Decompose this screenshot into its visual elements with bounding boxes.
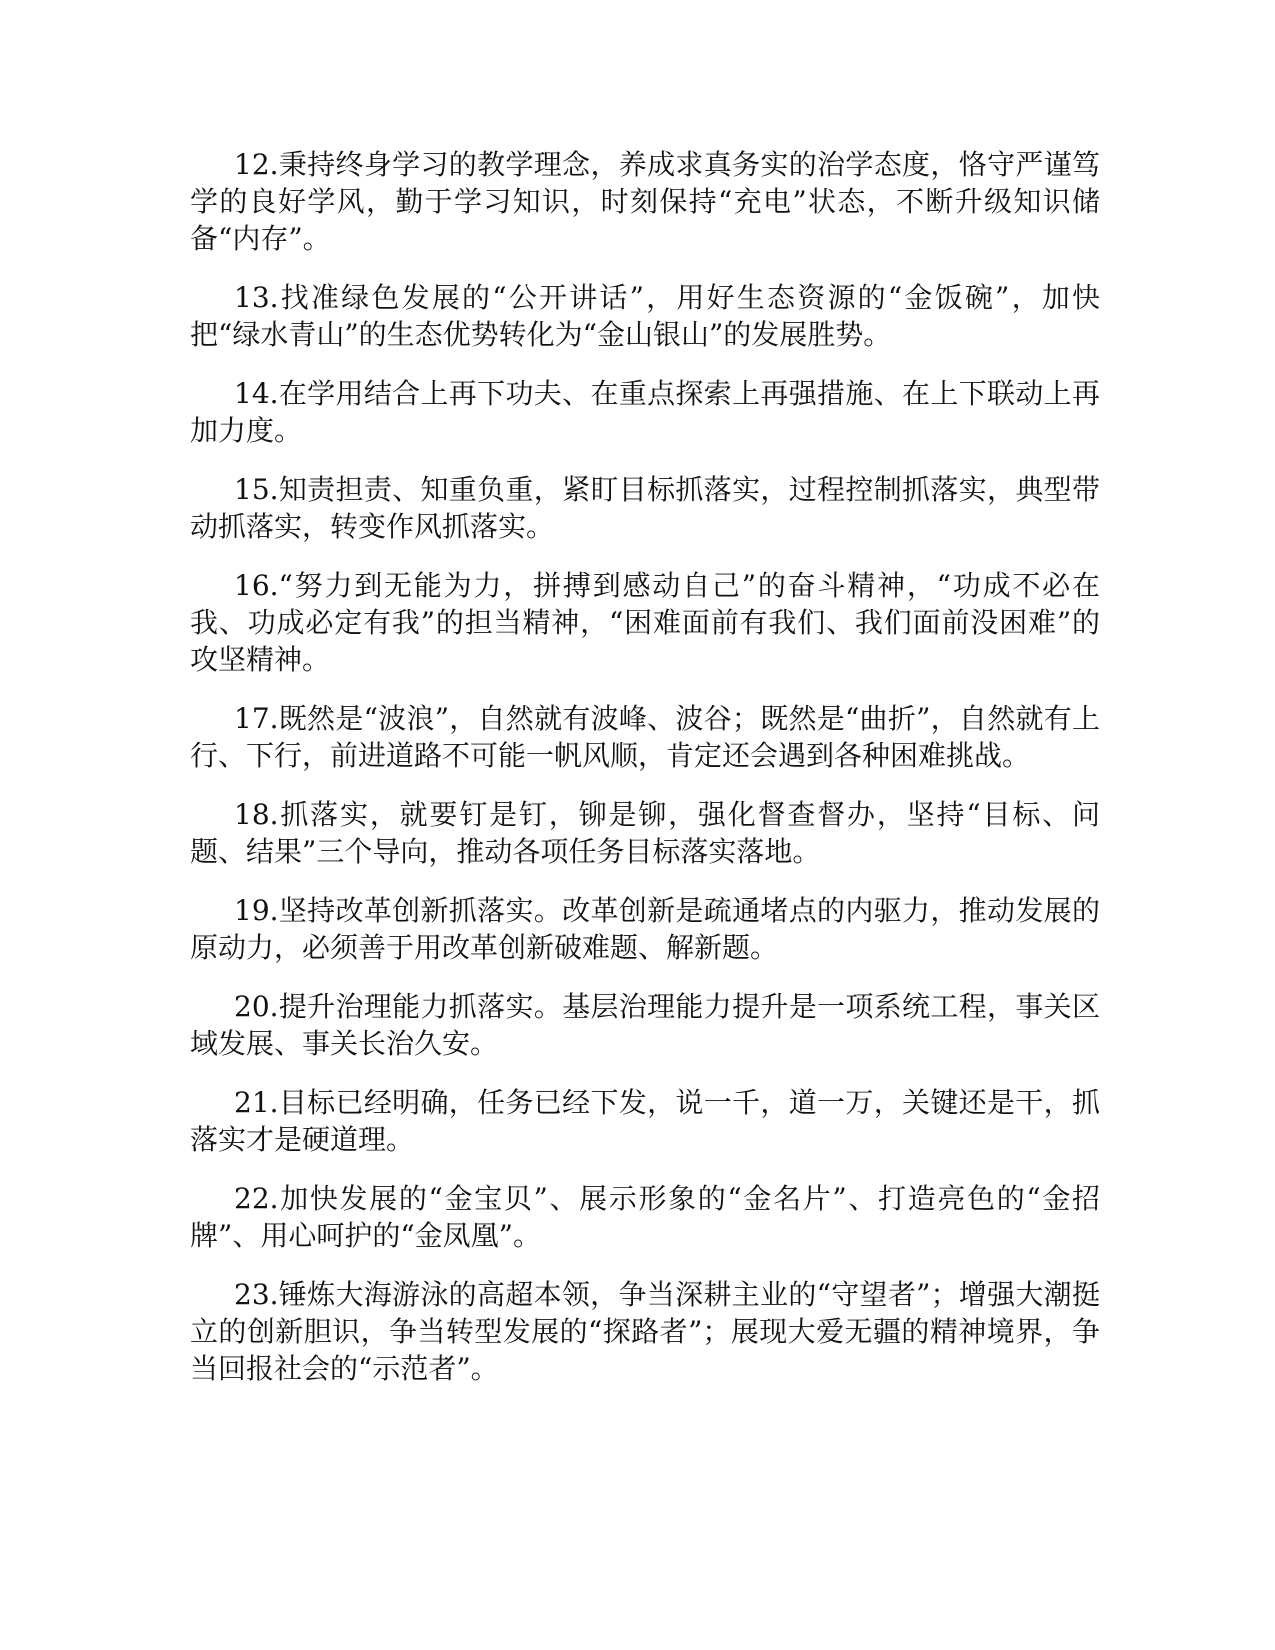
paragraph-22: 22.加快发展的“金宝贝”、展示形象的“金名片”、打造亮色的“金招牌”、用心呵护的“金凤凰”。 (190, 1182, 1100, 1252)
paragraph-15: 15.知责担责、知重负重，紧盯目标抓落实，过程控制抓落实，典型带动抓落实，转变作风抓落实。 (190, 473, 1100, 543)
paragraph-18: 18.抓落实，就要钉是钉，铆是铆，强化督查督办，坚持“目标、问题、结果”三个导向，推动各项任务目标落实落地。 (190, 798, 1100, 868)
paragraph-23: 23.锤炼大海游泳的高超本领，争当深耕主业的“守望者”；增强大潮挺立的创新胆识，争当转型发展的“探路者”；展现大爱无疆的精神境界，争当回报社会的“示范者”。 (190, 1278, 1100, 1385)
paragraph-13: 13.找准绿色发展的“公开讲话”，用好生态资源的“金饭碗”，加快把“绿水青山”的生态优势转化为“金山银山”的发展胜势。 (190, 281, 1100, 351)
paragraph-17: 17.既然是“波浪”，自然就有波峰、波谷；既然是“曲折”，自然就有上行、下行，前进道路不可能一帆风顺，肯定还会遇到各种困难挑战。 (190, 702, 1100, 772)
paragraph-21: 21.目标已经明确，任务已经下发，说一千，道一万，关键还是干，抓落实才是硬道理。 (190, 1086, 1100, 1156)
paragraph-16: 16.“努力到无能为力，拼搏到感动自己”的奋斗精神，“功成不必在我、功成必定有我”的担当精神，“困难面前有我们、我们面前没困难”的攻坚精神。 (190, 569, 1100, 676)
paragraph-12: 12.秉持终身学习的教学理念，养成求真务实的治学态度，恪守严谨笃学的良好学风，勤于学习知识，时刻保持“充电”状态，不断升级知识储备“内存”。 (190, 148, 1100, 255)
paragraph-14: 14.在学用结合上再下功夫、在重点探索上再强措施、在上下联动上再加力度。 (190, 377, 1100, 447)
paragraph-19: 19.坚持改革创新抓落实。改革创新是疏通堵点的内驱力，推动发展的原动力，必须善于用改革创新破难题、解新题。 (190, 894, 1100, 964)
paragraph-20: 20.提升治理能力抓落实。基层治理能力提升是一项系统工程，事关区域发展、事关长治久安。 (190, 990, 1100, 1060)
document-body (190, 146, 1100, 1387)
